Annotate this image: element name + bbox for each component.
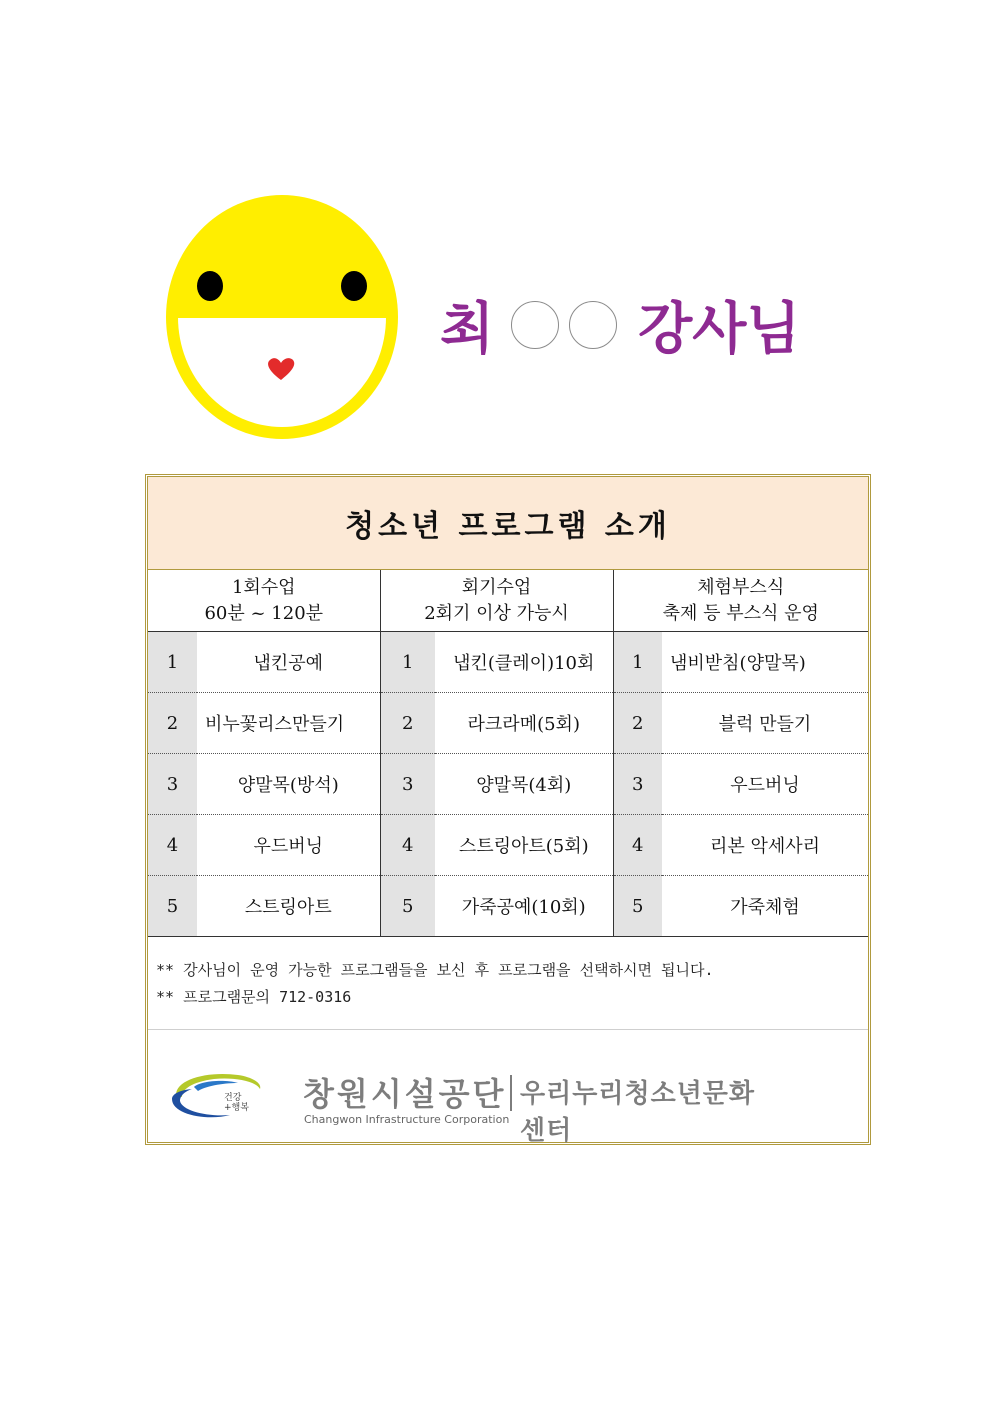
program-cell: 비누꽃리스만들기	[197, 693, 380, 754]
program-table	[148, 570, 868, 937]
program-cell: 우드버닝	[197, 815, 380, 876]
table-row	[148, 754, 868, 815]
note-line: ** 프로그램문의 712-0316	[156, 988, 352, 1006]
organization-english-name: Changwon Infrastructure Corporation	[304, 1113, 510, 1126]
card-heading: 청소년 프로그램 소개	[148, 477, 868, 570]
row-number: 3	[613, 754, 662, 815]
table-row	[148, 693, 868, 754]
column-header-single: 1회수업 60분 ~ 120분	[148, 570, 380, 632]
row-number: 5	[148, 876, 197, 937]
row-number: 1	[380, 632, 435, 693]
right-eye	[341, 271, 367, 301]
organization-name: 창원시설공단	[303, 1075, 507, 1113]
program-cell: 가죽체험	[662, 876, 868, 937]
row-number: 4	[148, 815, 197, 876]
footer-divider	[148, 1029, 868, 1030]
program-cell: 우드버닝	[662, 754, 868, 815]
title-prefix: 최	[440, 297, 495, 362]
center-name: 우리누리청소년문화센터	[520, 1079, 756, 1146]
row-number: 2	[380, 693, 435, 754]
logo-slogan: 건강 +행복	[224, 1093, 249, 1113]
table-row	[148, 815, 868, 876]
program-cell: 양말목(방석)	[197, 754, 380, 815]
row-number: 2	[613, 693, 662, 754]
row-number: 5	[380, 876, 435, 937]
column-header-booth: 체험부스식 축제 등 부스식 운영	[613, 570, 868, 632]
title-suffix: 강사님	[638, 297, 801, 362]
program-cell: 라크라메(5회)	[435, 693, 613, 754]
organization-logo-mark-icon	[168, 1065, 268, 1123]
row-number: 3	[380, 754, 435, 815]
logo-divider	[510, 1075, 512, 1111]
table-row	[148, 876, 868, 937]
row-number: 1	[613, 632, 662, 693]
program-cell: 스트링아트(5회)	[435, 815, 613, 876]
program-cell: 냄비받침(양말목)	[662, 632, 868, 693]
program-cell: 스트링아트	[197, 876, 380, 937]
row-number: 4	[613, 815, 662, 876]
program-card	[145, 474, 871, 1145]
program-cell: 냅킨(클레이)10회	[435, 632, 613, 693]
organization-logo	[168, 1047, 768, 1146]
program-cell: 냅킨공예	[197, 632, 380, 693]
table-row	[148, 632, 868, 693]
left-eye	[197, 271, 223, 301]
row-number: 5	[613, 876, 662, 937]
name-placeholder-circle	[511, 301, 559, 349]
instructor-title	[440, 285, 800, 365]
name-placeholder-circle	[569, 301, 617, 349]
row-number: 3	[148, 754, 197, 815]
program-cell: 가죽공예(10회)	[435, 876, 613, 937]
row-number: 1	[148, 632, 197, 693]
program-cell: 리본 악세사리	[662, 815, 868, 876]
notes	[148, 937, 868, 1011]
smiley-face-image	[160, 190, 405, 445]
column-header-session: 회기수업 2회기 이상 가능시	[380, 570, 613, 632]
note-line: ** 강사님이 운영 가능한 프로그램들을 보신 후 프로그램을 선택하시면 됩니다.	[156, 961, 714, 979]
row-number: 2	[148, 693, 197, 754]
table-header-row	[148, 570, 868, 632]
row-number: 4	[380, 815, 435, 876]
program-cell: 양말목(4회)	[435, 754, 613, 815]
program-cell: 블럭 만들기	[662, 693, 868, 754]
